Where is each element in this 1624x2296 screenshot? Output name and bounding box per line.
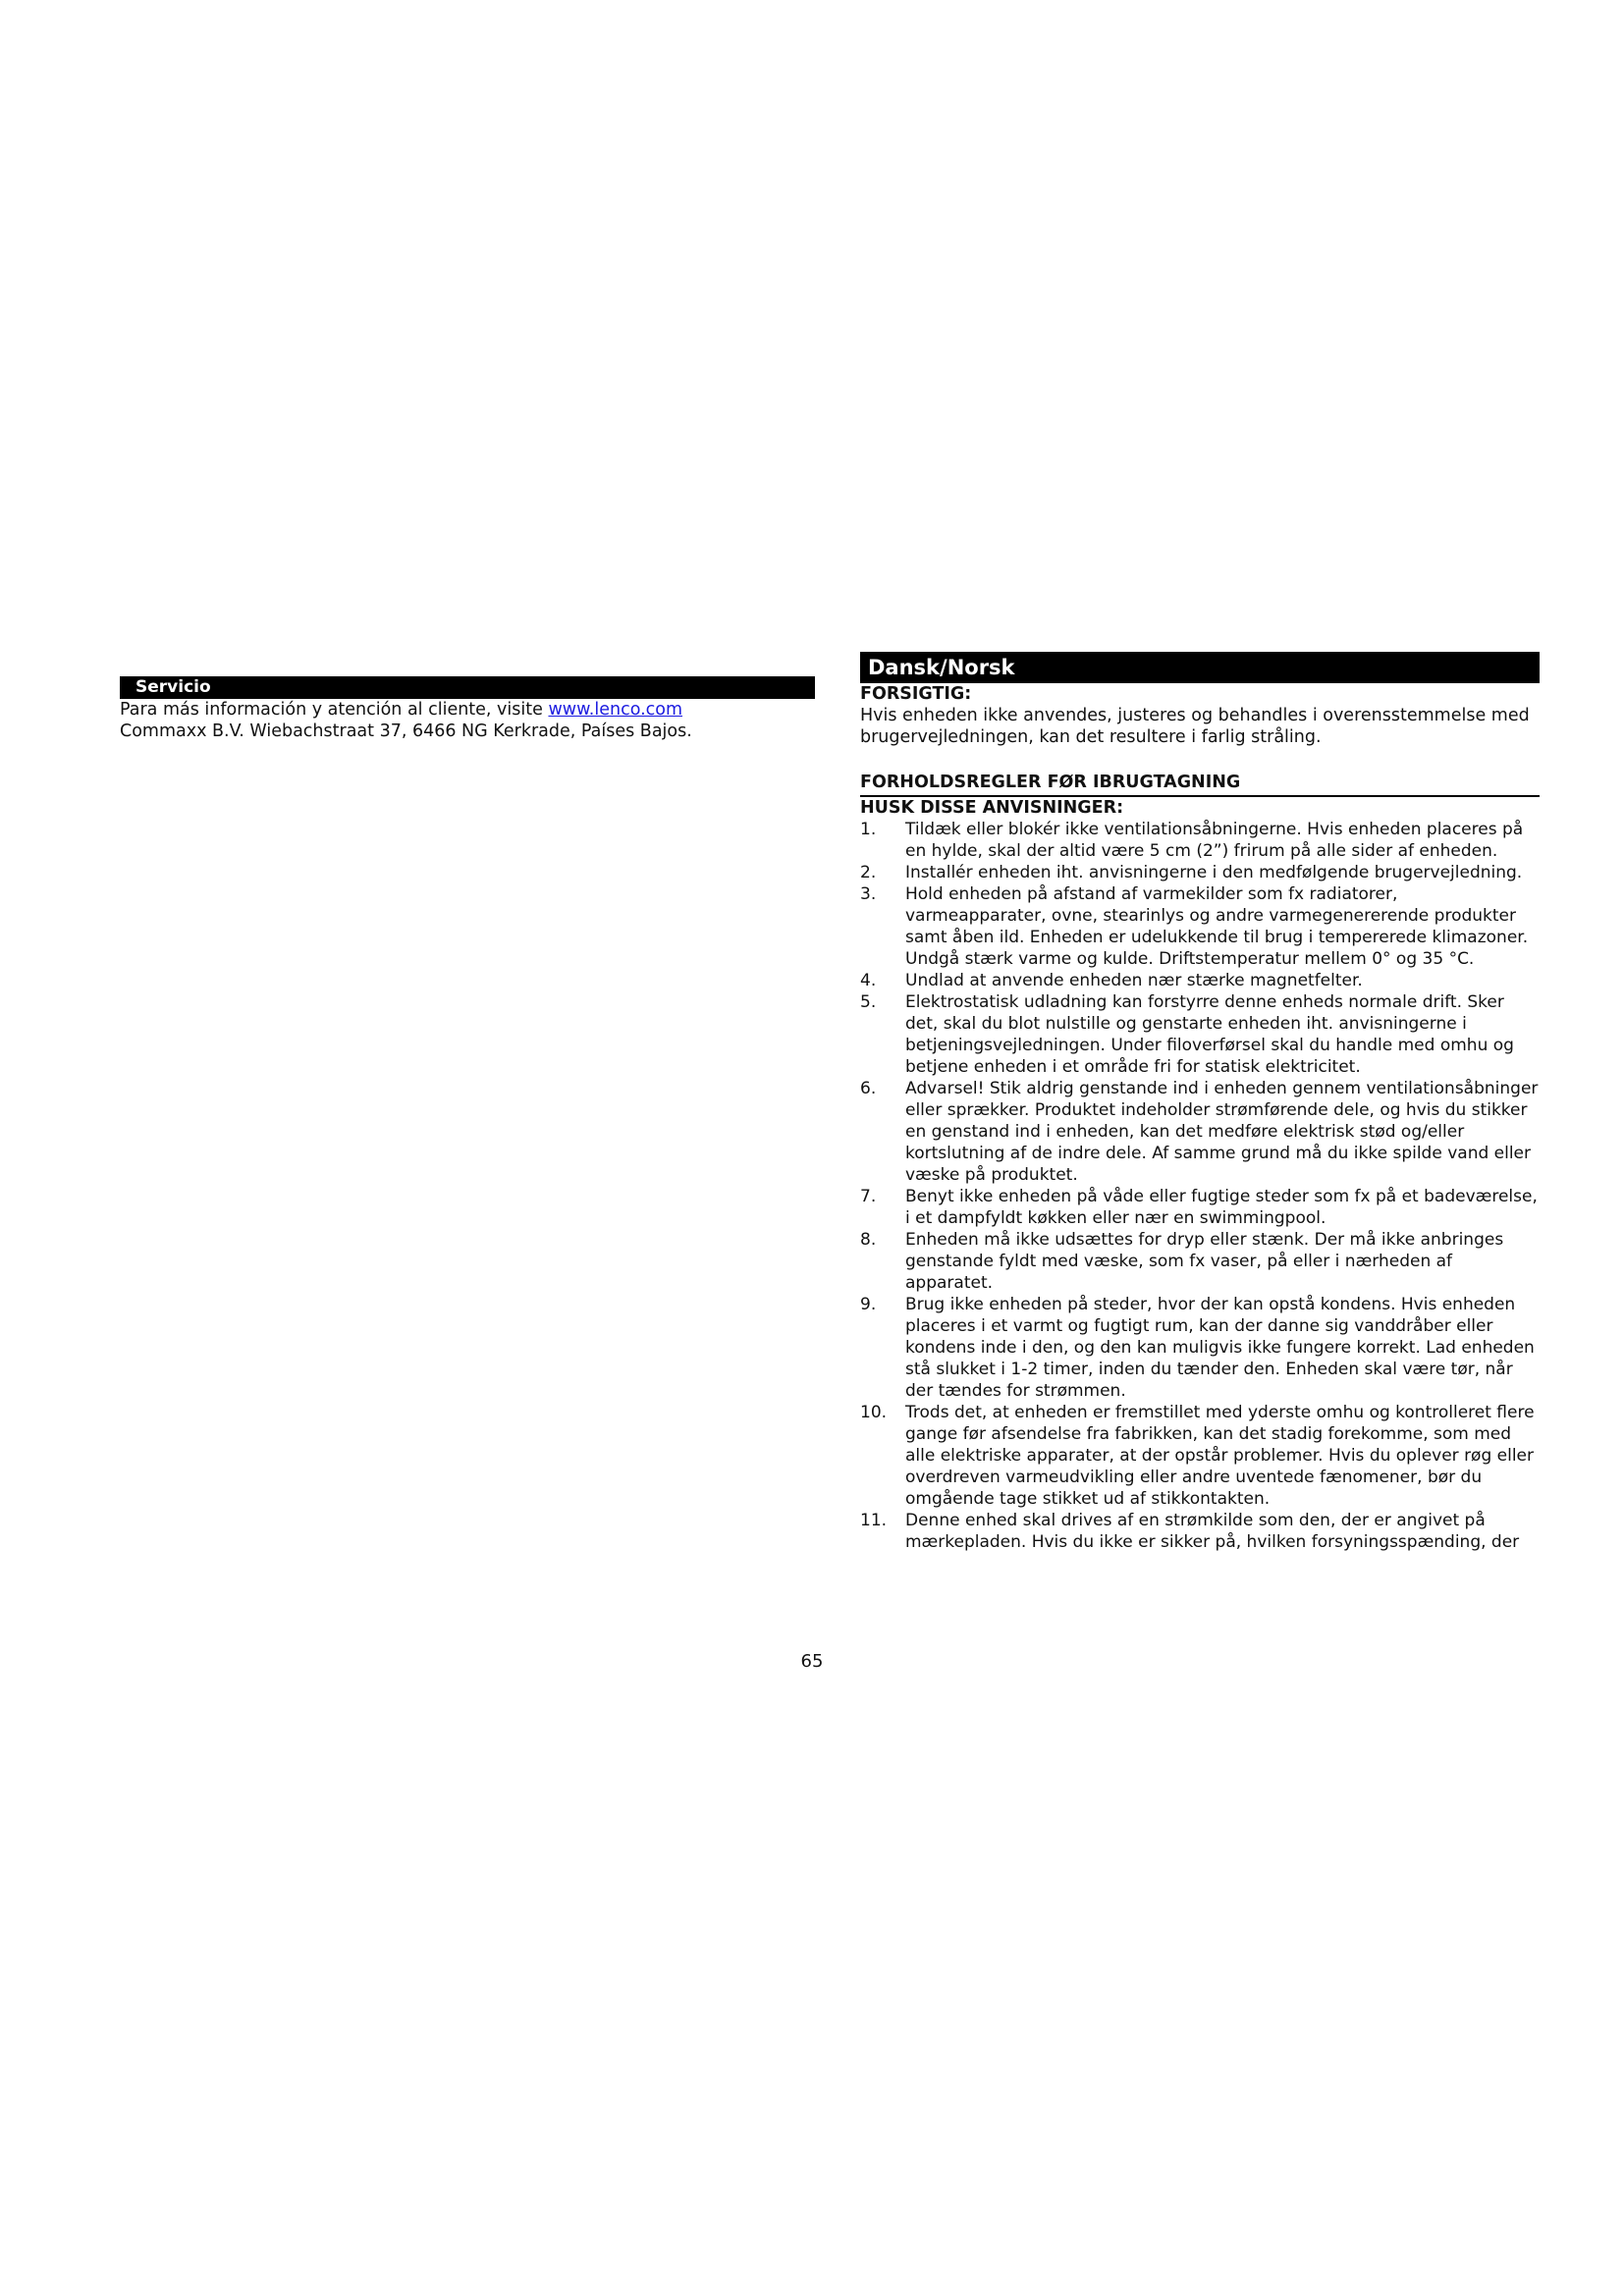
list-item	[860, 883, 1540, 970]
item-number: 10.	[860, 1403, 888, 1422]
dansk-norsk-heading: Dansk/Norsk	[860, 652, 1540, 683]
item-number: 11.	[860, 1511, 888, 1530]
list-item	[860, 862, 1540, 883]
servicio-heading: Servicio	[120, 676, 815, 699]
item-text: Tildæk eller blokér ikke ventilationsåbningerne. Hvis enheden placeres på en hylde, skal der altid være 5 cm (2”) frirum på alle sider af enheden.	[905, 820, 1524, 861]
caution-title: FORSIGTIG:	[860, 684, 972, 704]
item-number: 9.	[860, 1295, 877, 1314]
item-number: 6.	[860, 1079, 877, 1098]
list-item	[860, 1510, 1540, 1553]
list-item	[860, 1294, 1540, 1402]
service-line-1	[120, 699, 815, 721]
item-number: 8.	[860, 1230, 877, 1250]
list-item	[860, 1078, 1540, 1186]
safety-instructions-list	[860, 819, 1540, 1553]
caution-text: Hvis enheden ikke anvendes, justeres og behandles i overensstemmelse med brugervejledningen, kan det resultere i farlig stråling.	[860, 706, 1530, 747]
list-item	[860, 1229, 1540, 1294]
precautions-heading: FORHOLDSREGLER FØR IBRUGTAGNING	[860, 772, 1540, 797]
item-text: Enheden må ikke udsættes for dryp eller stænk. Der må ikke anbringes genstande fyldt med væske, som fx vaser, på eller i nærheden af apparatet.	[905, 1230, 1504, 1293]
item-text: Trods det, at enheden er fremstillet med yderste omhu og kontrolleret flere gange før afsendelse fra fabrikken, kan det stadig forekomme, som med alle elektriske apparater, at der opstår problemer. Hvis du oplever røg eller overdreven varmeudvikling eller andre uventede fænomener, bør du omgående tage stikket ud af stikkontakten.	[905, 1403, 1535, 1509]
list-item	[860, 1402, 1540, 1510]
item-number: 7.	[860, 1187, 877, 1206]
item-text: Advarsel! Stik aldrig genstande ind i enheden gennem ventilationsåbninger eller sprækker. Produktet indeholder strømførende dele, og hvis du stikker en genstand ind i enheden, kan det medføre elektrisk stød og/eller kortslutning af de indre dele. Af samme grund må du ikke spilde vand eller væske på produktet.	[905, 1079, 1539, 1185]
item-number: 2.	[860, 863, 877, 882]
service-address: Commaxx B.V. Wiebachstraat 37, 6466 NG Kerkrade, Países Bajos.	[120, 721, 692, 741]
remember-heading: HUSK DISSE ANVISNINGER:	[860, 798, 1124, 818]
list-item	[860, 1186, 1540, 1229]
item-text: Benyt ikke enheden på våde eller fugtige steder som fx på et badeværelse, i et dampfyldt køkken eller nær en swimmingpool.	[905, 1187, 1538, 1228]
item-text: Hold enheden på afstand af varmekilder som fx radiatorer, varmeapparater, ovne, stearinlys og andre varmegenererende produkter samt åben ild. Enheden er udelukkende til brug i tempererede klimazoner. Undgå stærk varme og kulde. Driftstemperatur mellem 0° og 35 °C.	[905, 884, 1529, 969]
service-line-1-text: Para más información y atención al cliente, visite	[120, 700, 549, 720]
item-number: 3.	[860, 884, 877, 904]
item-text: Brug ikke enheden på steder, hvor der kan opstå kondens. Hvis enheden placeres i et varmt og fugtigt rum, kan der danne sig vanddråber eller kondens inde i den, og den kan muligvis ikke fungere korrekt. Lad enheden stå slukket i 1-2 timer, inden du tænder den. Enheden skal være tør, når der tændes for strømmen.	[905, 1295, 1535, 1401]
list-item	[860, 819, 1540, 862]
item-text: Denne enhed skal drives af en strømkilde som den, der er angivet på mærkepladen. Hvis du ikke er sikker på, hvilken forsyningsspænding, der	[905, 1511, 1520, 1552]
item-text: Elektrostatisk udladning kan forstyrre denne enheds normale drift. Sker det, skal du blot nulstille og genstarte enheden iht. anvisningerne i betjeningsvejledningen. Under filoverførsel skal du handle med omhu og betjene enheden i et område fri for statisk elektricitet.	[905, 992, 1514, 1077]
left-column	[120, 676, 815, 742]
item-number: 5.	[860, 992, 877, 1012]
item-text: Installér enheden iht. anvisningerne i den medfølgende brugervejledning.	[905, 863, 1523, 882]
item-text: Undlad at anvende enheden nær stærke magnetfelter.	[905, 971, 1363, 990]
right-column	[860, 652, 1540, 1553]
item-number: 1.	[860, 820, 877, 839]
page-number: 65	[800, 1651, 824, 1672]
list-item	[860, 970, 1540, 991]
lenco-link[interactable]: www.lenco.com	[548, 700, 683, 720]
item-number: 4.	[860, 971, 877, 990]
list-item	[860, 991, 1540, 1078]
